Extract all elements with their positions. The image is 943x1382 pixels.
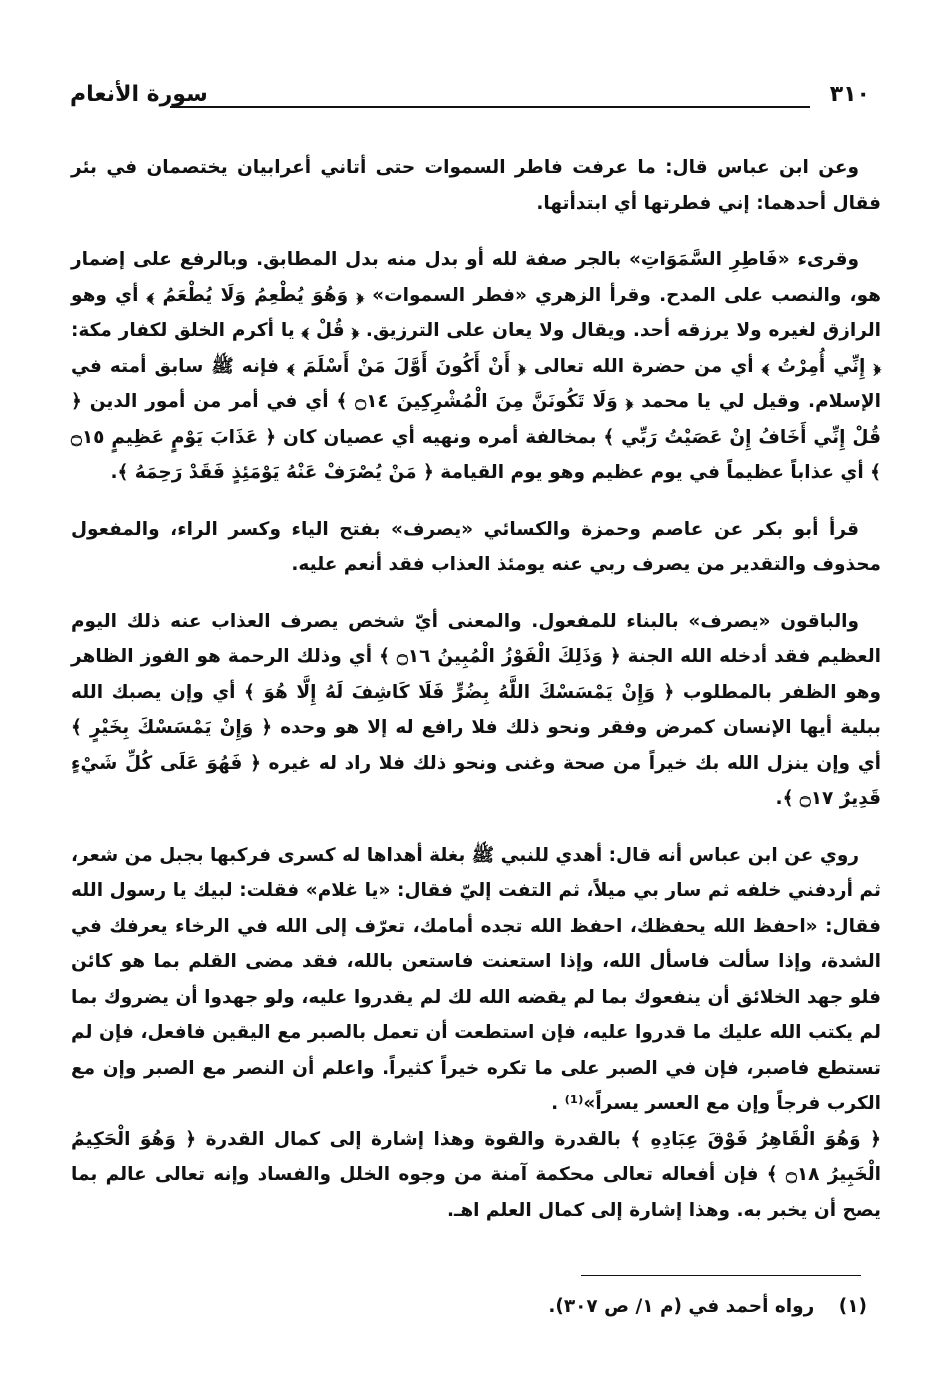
body-text xyxy=(71,150,881,1228)
paragraph-4: والباقون «يصرف» بالبناء للمفعول. والمعنى أيّ شخص يصرف العذاب عنه ذلك اليوم العظيم فقد أدخله الله الجنة ﴿ وَذَلِكَ الْفَوْزُ الْمُبِينُ ۝١٦ ﴾ أي وذلك الرحمة هو الفوز الظاهر وهو الظفر بالمطلوب ﴿ وَإِنْ يَمْسَسْكَ اللَّهُ بِضُرٍّ فَلَا كَاشِفَ لَهُ إِلَّا هُوَ ﴾ أي وإن يصبك الله ببلية أيها الإنسان كمرض وفقر ونحو ذلك فلا رافع له إلا هو وحده ﴿ وَإِنْ يَمْسَسْكَ بِخَيْرٍ ﴾ أي وإن ينزل الله بك خيراً من صحة وغنى ونحو ذلك فلا راد له غيره ﴿ فَهُوَ عَلَى كُلِّ شَيْءٍ قَدِيرٌ ۝١٧ ﴾. xyxy=(71,610,881,809)
footnote-text: رواه أحمد في (م ١/ ص ٣٠٧). xyxy=(548,1296,815,1317)
page-number: ٣١٠ xyxy=(829,82,870,107)
footnote xyxy=(107,1290,867,1324)
page-header xyxy=(70,82,870,122)
paragraph-1: وعن ابن عباس قال: ما عرفت فاطر السموات حتى أتاني أعرابيان يختصمان في بئر فقال أحدهما: إني فطرتها أي ابتدأتها. xyxy=(71,157,881,214)
footnote-rule xyxy=(581,1275,861,1276)
paragraph-6: ﴿ وَهُوَ الْقَاهِرُ فَوْقَ عِبَادِهِ ﴾ بالقدرة والقوة وهذا إشارة إلى كمال القدرة ﴿ وَهُوَ الْحَكِيمُ الْخَبِيرُ ۝١٨ ﴾ فإن أفعاله تعالى محكمة آمنة من وجوه الخلل والفساد وإنه تعالى عالم بما يصح أن يخبر به. وهذا إشارة إلى كمال العلم اهـ. xyxy=(71,1128,881,1221)
paragraph-2: وقرىء «فَاطِرِ السَّمَوَاتِ» بالجر صفة لله أو بدل منه بدل المطابق. وبالرفع على إضمار هو، والنصب على المدح. وقرأ الزهري «فطر السموات» ﴿ وَهُوَ يُطْعِمُ وَلَا يُطْعَمُ ﴾ أي وهو الرازق لغيره ولا يرزقه أحد. ويقال ولا يعان على الترزيق. ﴿ قُلْ ﴾ يا أكرم الخلق لكفار مكة: ﴿ إِنِّي أُمِرْتُ ﴾ أي من حضرة الله تعالى ﴿ أَنْ أَكُونَ أَوَّلَ مَنْ أَسْلَمَ ﴾ فإنه ﷺ سابق أمته في الإسلام. وقيل لي يا محمد ﴿ وَلَا تَكُونَنَّ مِنَ الْمُشْرِكِينَ ۝١٤ ﴾ أي في أمر من أمور الدين ﴿ قُلْ إِنِّي أَخَافُ إِنْ عَصَيْتُ رَبِّي ﴾ بمخالفة أمره ونهيه أي عصيان كان ﴿ عَذَابَ يَوْمٍ عَظِيمٍ ۝١٥ ﴾ أي عذاباً عظيماً في يوم عظيم وهو يوم القيامة ﴿ مَنْ يُصْرَفْ عَنْهُ يَوْمَئِذٍ فَقَدْ رَحِمَهُ ﴾. xyxy=(71,249,881,483)
paragraph-3: قرأ أبو بكر عن عاصم وحمزة والكسائي «يصرف» بفتح الياء وكسر الراء، والمفعول محذوف والتقدير من يصرف ربي عنه يومئذ العذاب فقد أنعم عليه. xyxy=(71,518,881,575)
footnote-number: (١) xyxy=(838,1296,867,1317)
header-rule xyxy=(170,106,810,108)
surah-title: سورة الأنعام xyxy=(70,82,208,107)
paragraph-5: روي عن ابن عباس أنه قال: أهدي للنبي ﷺ بغلة أهداها له كسرى فركبها بجبل من شعر، ثم أردفني خلفه ثم سار بي ميلاً، ثم التفت إليّ فقال: «يا غلام» فقلت: لبيك يا رسول الله فقال: «احفظ الله يحفظك، احفظ الله تجده أمامك، تعرّف إلى الله في الرخاء يعرفك في الشدة، وإذا سألت فاسأل الله، وإذا استعنت فاستعن بالله، فقد مضى القلم بما هو كائن فلو جهد الخلائق أن ينفعوك بما لم يقضه الله لك لم يقدروا عليه، ولو جهدوا أن يضروك بما لم يكتب الله عليك ما قدروا عليه، فإن استطعت أن تعمل بالصبر مع اليقين فافعل، فإن لم تستطع فاصبر، فإن في الصبر على ما تكره خيراً كثيراً. واعلم أن النصر مع الصبر وإن مع الكرب فرجاً وإن مع العسر يسراً»⁽¹⁾ . xyxy=(71,844,881,1114)
